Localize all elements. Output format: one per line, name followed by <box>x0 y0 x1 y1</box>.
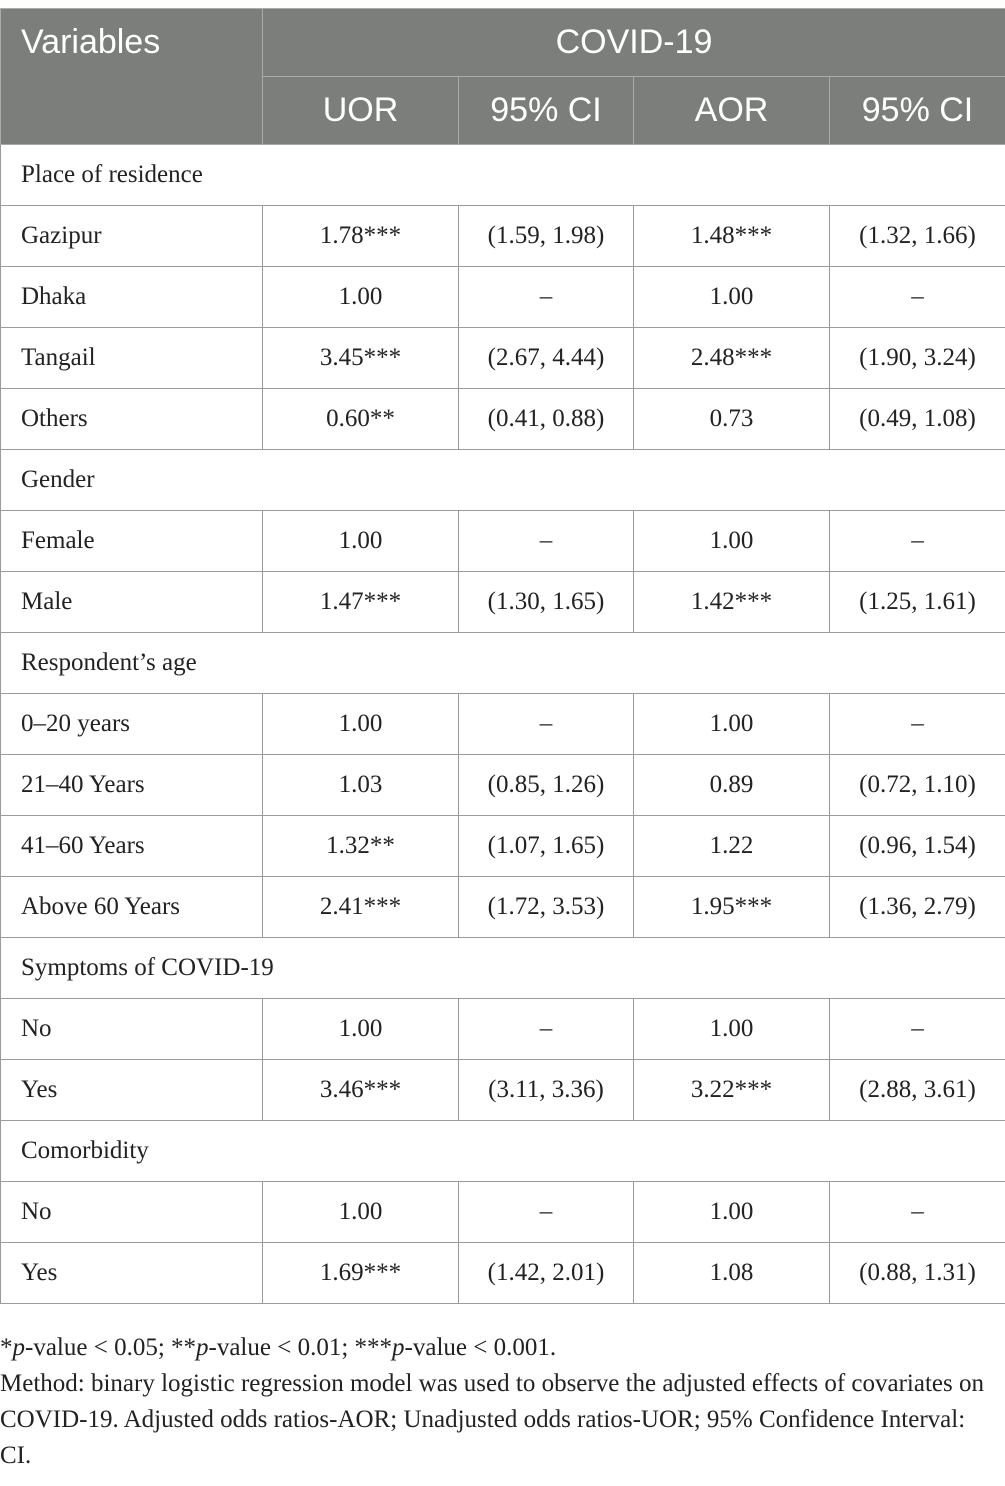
aor-ci-cell: (0.88, 1.31) <box>830 1243 1005 1304</box>
table-header <box>1 9 1005 145</box>
variables-header: Variables <box>1 9 263 145</box>
uor-cell: 1.03 <box>263 755 459 816</box>
italic-p: p <box>196 1334 209 1361</box>
section-title: Gender <box>1 450 1005 511</box>
method-note: Method: binary logistic regression model was used to observe the adjusted effects of covariates on COVID-19. Adjusted odds ratios-AOR; Unadjusted odds ratios-UOR; 95% Confidence Interval: CI. <box>0 1370 984 1469</box>
uor-cell: 0.60** <box>263 389 459 450</box>
table-row <box>1 389 1005 450</box>
uor-ci-cell: (0.85, 1.26) <box>459 755 634 816</box>
table-row <box>1 511 1005 572</box>
row-label: Yes <box>1 1243 263 1304</box>
row-label: Male <box>1 572 263 633</box>
uor-ci-cell: (1.30, 1.65) <box>459 572 634 633</box>
aor-ci-cell: – <box>830 1182 1005 1243</box>
regression-table <box>0 8 1005 1304</box>
uor-ci-cell: – <box>459 999 634 1060</box>
table-row <box>1 694 1005 755</box>
row-label: No <box>1 999 263 1060</box>
italic-p: p <box>392 1334 405 1361</box>
aor-cell: 0.73 <box>634 389 830 450</box>
table-row <box>1 206 1005 267</box>
uor-cell: 1.00 <box>263 999 459 1060</box>
aor-cell: 1.00 <box>634 511 830 572</box>
aor-cell: 1.00 <box>634 1182 830 1243</box>
row-label: Others <box>1 389 263 450</box>
uor-cell: 1.00 <box>263 694 459 755</box>
section-title: Symptoms of COVID-19 <box>1 938 1005 999</box>
uor-header: UOR <box>263 77 459 145</box>
aor-cell: 1.42*** <box>634 572 830 633</box>
section-title: Respondent’s age <box>1 633 1005 694</box>
aor-cell: 1.00 <box>634 999 830 1060</box>
aor-ci-cell: (0.72, 1.10) <box>830 755 1005 816</box>
uor-ci-cell: (1.59, 1.98) <box>459 206 634 267</box>
aor-cell: 1.48*** <box>634 206 830 267</box>
uor-ci-cell: (2.67, 4.44) <box>459 328 634 389</box>
row-label: Yes <box>1 1060 263 1121</box>
uor-cell: 1.00 <box>263 267 459 328</box>
section-row <box>1 145 1005 206</box>
uor-ci-cell: (1.07, 1.65) <box>459 816 634 877</box>
uor-cell: 3.46*** <box>263 1060 459 1121</box>
uor-cell: 3.45*** <box>263 328 459 389</box>
table-notes <box>0 1330 990 1474</box>
section-title: Place of residence <box>1 145 1005 206</box>
aor-cell: 2.48*** <box>634 328 830 389</box>
table-row <box>1 877 1005 938</box>
uor-cell: 1.00 <box>263 1182 459 1243</box>
table-row <box>1 1060 1005 1121</box>
uor-ci-cell: (3.11, 3.36) <box>459 1060 634 1121</box>
row-label: Gazipur <box>1 206 263 267</box>
uor-ci-cell: (0.41, 0.88) <box>459 389 634 450</box>
aor-ci-header: 95% CI <box>830 77 1005 145</box>
uor-ci-cell: (1.72, 3.53) <box>459 877 634 938</box>
section-row <box>1 1121 1005 1182</box>
aor-ci-cell: – <box>830 511 1005 572</box>
aor-ci-cell: (0.96, 1.54) <box>830 816 1005 877</box>
uor-ci-cell: – <box>459 1182 634 1243</box>
aor-ci-cell: – <box>830 267 1005 328</box>
row-label: Tangail <box>1 328 263 389</box>
aor-cell: 1.00 <box>634 694 830 755</box>
uor-ci-cell: – <box>459 267 634 328</box>
table-row <box>1 1243 1005 1304</box>
aor-ci-cell: (1.32, 1.66) <box>830 206 1005 267</box>
italic-p: p <box>12 1334 25 1361</box>
table-row <box>1 755 1005 816</box>
uor-cell: 1.32** <box>263 816 459 877</box>
note-fragment: * <box>0 1334 13 1361</box>
aor-cell: 3.22*** <box>634 1060 830 1121</box>
table-row <box>1 999 1005 1060</box>
table-row <box>1 816 1005 877</box>
note-fragment: -value < 0.01; *** <box>208 1334 393 1361</box>
aor-cell: 1.00 <box>634 267 830 328</box>
row-label: Dhaka <box>1 267 263 328</box>
table-row <box>1 328 1005 389</box>
uor-ci-cell: – <box>459 694 634 755</box>
row-label: 41–60 Years <box>1 816 263 877</box>
note-fragment: -value < 0.05; ** <box>25 1334 197 1361</box>
row-label: 0–20 years <box>1 694 263 755</box>
aor-cell: 1.08 <box>634 1243 830 1304</box>
aor-ci-cell: (1.90, 3.24) <box>830 328 1005 389</box>
significance-note <box>0 1330 990 1366</box>
table-body <box>1 145 1005 1304</box>
uor-cell: 1.78*** <box>263 206 459 267</box>
section-row <box>1 450 1005 511</box>
note-fragment: -value < 0.001. <box>404 1334 557 1361</box>
section-row <box>1 938 1005 999</box>
table-row <box>1 1182 1005 1243</box>
section-title: Comorbidity <box>1 1121 1005 1182</box>
table-row <box>1 572 1005 633</box>
row-label: No <box>1 1182 263 1243</box>
aor-ci-cell: (2.88, 3.61) <box>830 1060 1005 1121</box>
uor-ci-cell: (1.42, 2.01) <box>459 1243 634 1304</box>
covid-group-header: COVID-19 <box>263 9 1005 77</box>
uor-cell: 1.47*** <box>263 572 459 633</box>
row-label: Female <box>1 511 263 572</box>
aor-ci-cell: (0.49, 1.08) <box>830 389 1005 450</box>
aor-cell: 0.89 <box>634 755 830 816</box>
table-row <box>1 267 1005 328</box>
aor-header: AOR <box>634 77 830 145</box>
uor-ci-header: 95% CI <box>459 77 634 145</box>
uor-cell: 2.41*** <box>263 877 459 938</box>
row-label: 21–40 Years <box>1 755 263 816</box>
aor-cell: 1.95*** <box>634 877 830 938</box>
aor-ci-cell: (1.36, 2.79) <box>830 877 1005 938</box>
aor-cell: 1.22 <box>634 816 830 877</box>
uor-ci-cell: – <box>459 511 634 572</box>
aor-ci-cell: – <box>830 694 1005 755</box>
row-label: Above 60 Years <box>1 877 263 938</box>
aor-ci-cell: (1.25, 1.61) <box>830 572 1005 633</box>
uor-cell: 1.00 <box>263 511 459 572</box>
section-row <box>1 633 1005 694</box>
uor-cell: 1.69*** <box>263 1243 459 1304</box>
aor-ci-cell: – <box>830 999 1005 1060</box>
